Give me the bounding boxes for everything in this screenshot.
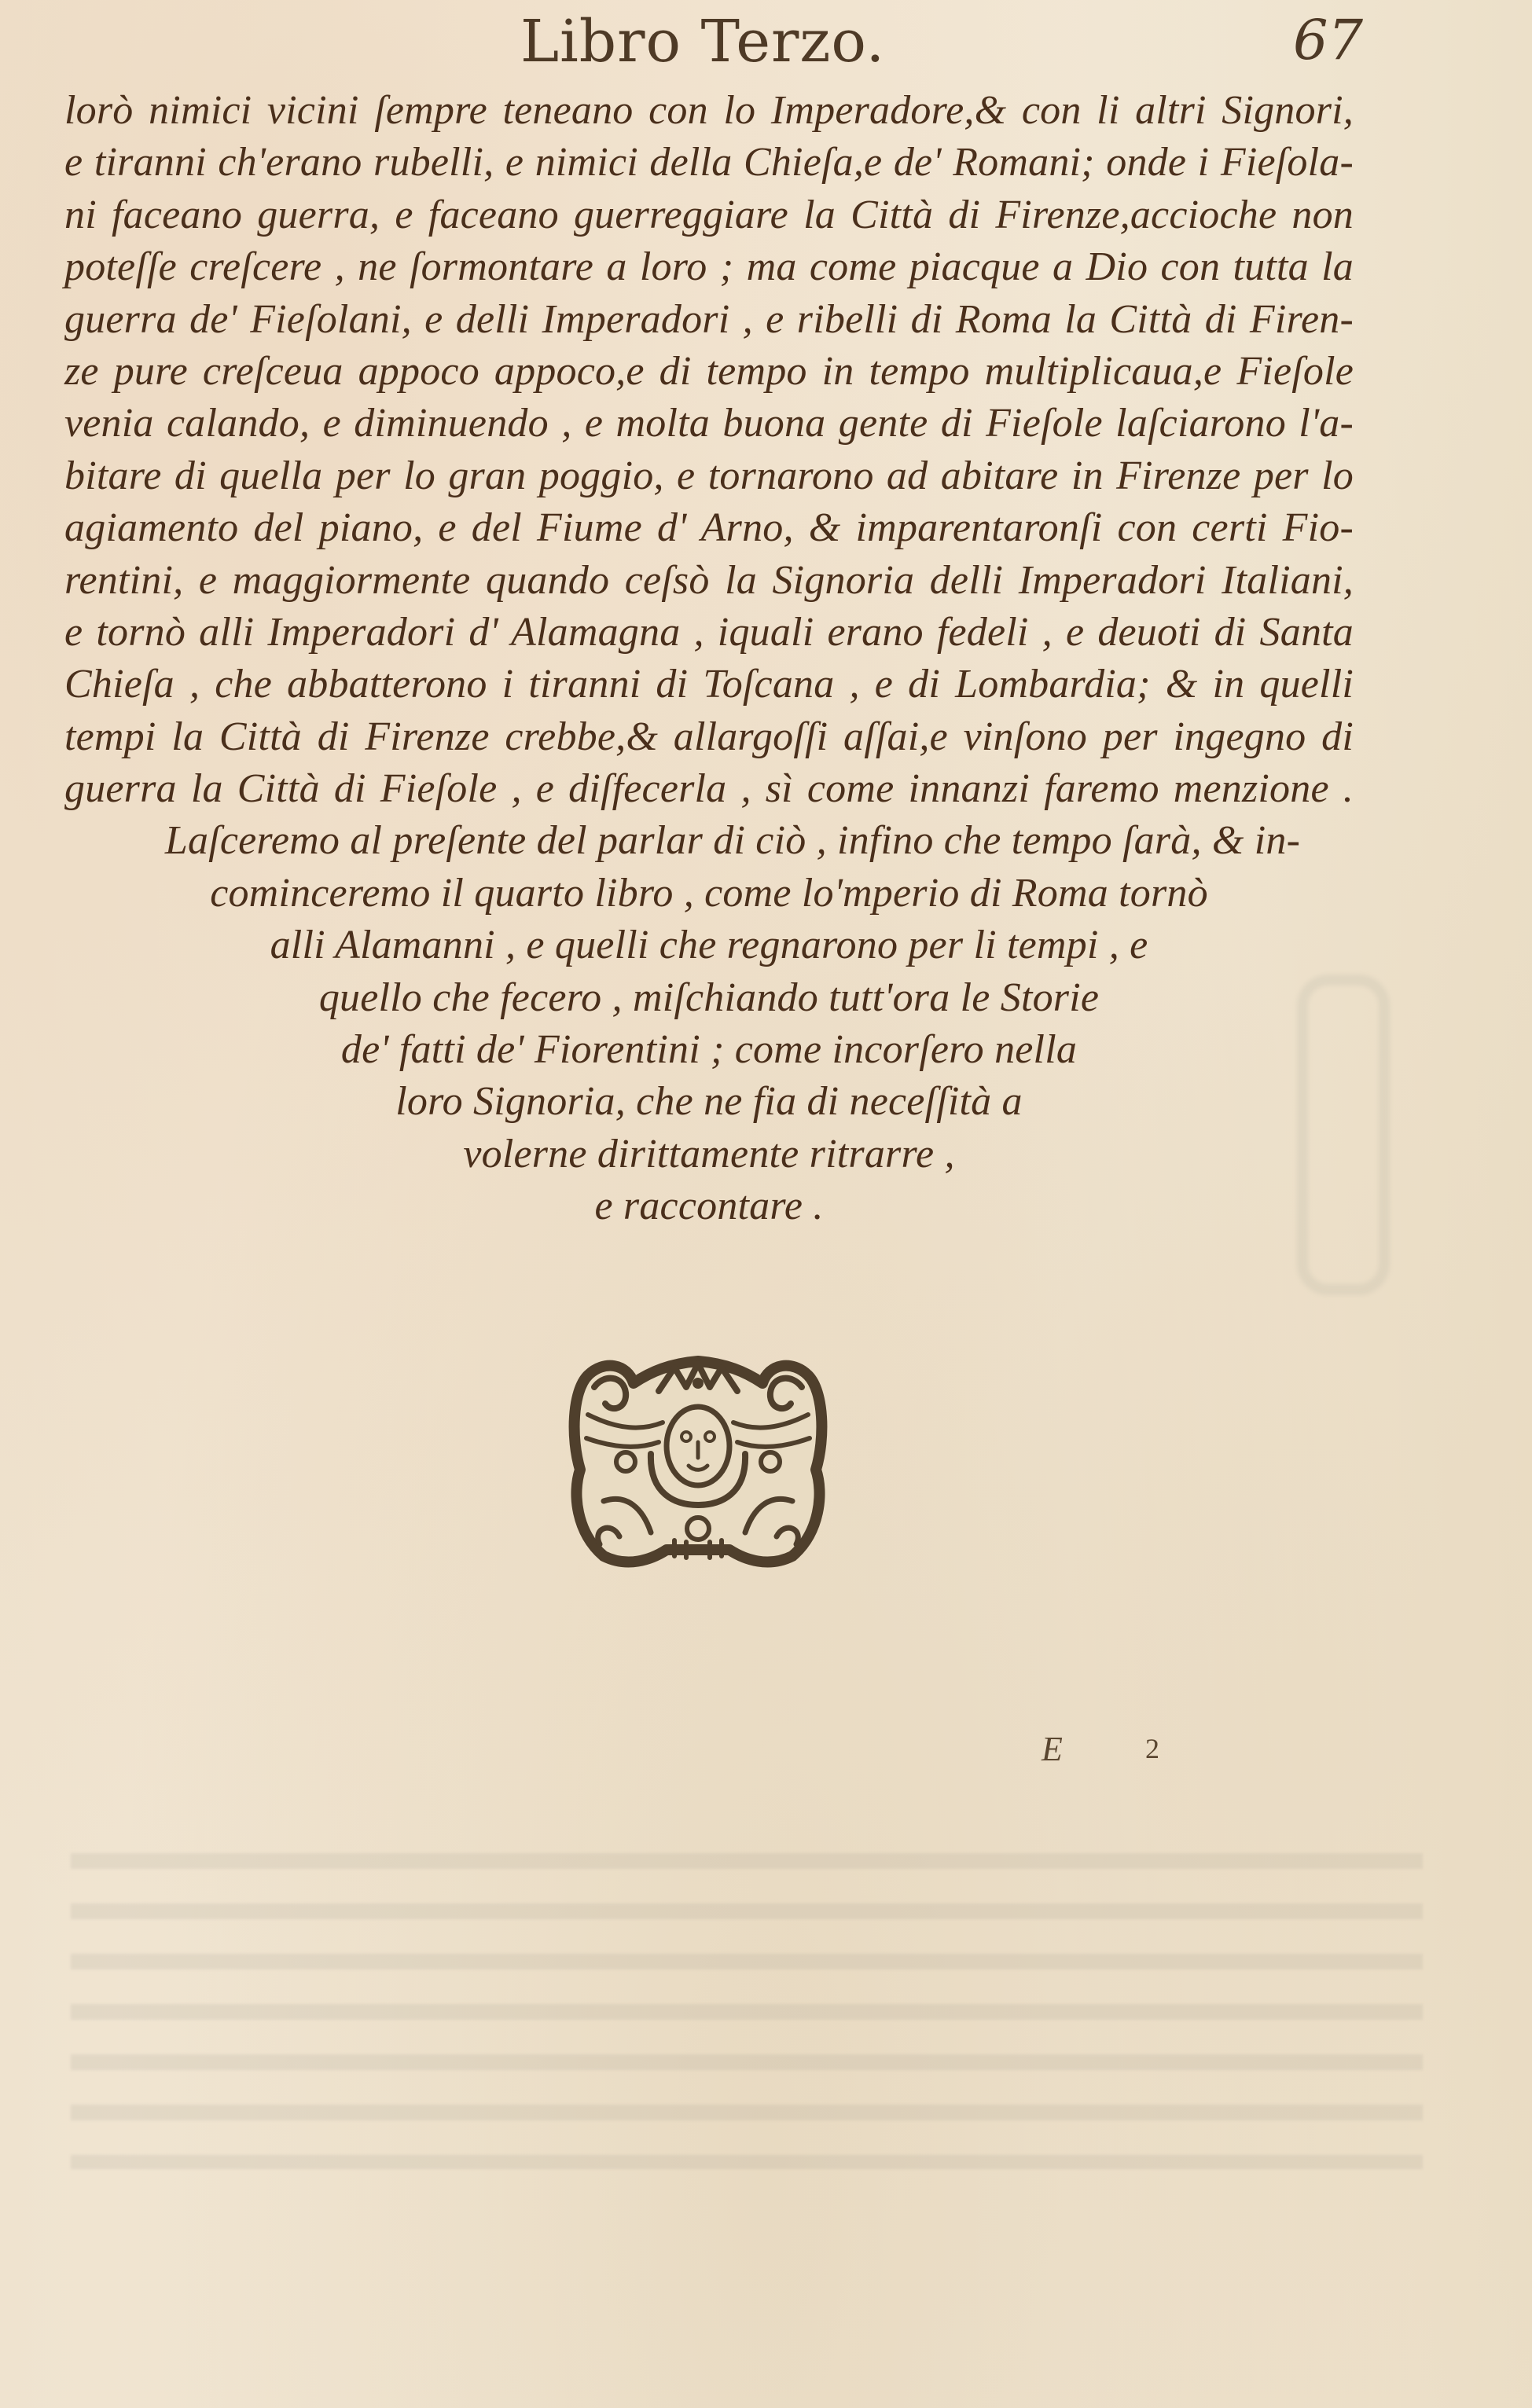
closing-line: alli Alamanni , e quelli che regnarono per li tempi , e	[270, 923, 1148, 968]
signature-letter: E	[1042, 1730, 1063, 1768]
text-line: guerra de' Fieſolani, e delli Imperadori , e ribelli di Roma la Città di Firen-	[64, 296, 1354, 342]
show-through-text	[71, 1823, 1423, 2169]
text-line: agiamento del piano, e del Fiume d' Arno, & imparentaronſi con certi Fio-	[64, 505, 1354, 551]
text-line: lorò nimici vicini ſempre teneano con lo Imperadore,& con li altri Signori,	[64, 88, 1354, 133]
body-text	[64, 85, 1369, 1233]
text-line: tempi la Città di Firenze crebbe,& allargoſſi aſſai,e vinſono per ingegno di	[64, 714, 1354, 759]
closing-line: e raccontare .	[594, 1184, 824, 1229]
text-line: guerra la Città di Fieſole , e diſfecerla , sì come innanzi faremo menzione .	[64, 766, 1354, 812]
text-line: rentini, e maggiormente quando ceſsò la Signoria delli Imperadori Italiani,	[64, 557, 1354, 603]
closing-line: de' fatti de' Fiorentini ; come incorſero nella	[340, 1027, 1078, 1073]
running-title: Libro Terzo.	[520, 8, 886, 75]
closing-line: loro Signoria, che ne fia di neceſſità a	[395, 1079, 1023, 1125]
page-number: 67	[1293, 8, 1364, 72]
text-line: e tiranni ch'erano rubelli, e nimici della Chieſa,e de' Romani; onde i Fieſola-	[64, 140, 1354, 185]
text-line: venia calando, e diminuendo , e molta buona gente di Fieſole laſciarono l'a-	[64, 401, 1354, 446]
signature-mark	[1042, 1729, 1199, 1776]
text-line: Chieſa , che abbatterono i tiranni di Toſcana , e di Lombardia; & in quelli	[64, 662, 1354, 707]
text-line: poteſſe creſcere , ne ſormontare a loro ; ma come piacque a Dio con tutta la	[64, 244, 1354, 290]
text-line: ze pure creſceua appoco appoco,e di tempo in tempo multiplicaua,e Fieſole	[64, 348, 1354, 394]
text-line: ni faceano guerra, e faceano guerreggiare la Città di Firenze,accioche non	[64, 192, 1354, 237]
closing-line: cominceremo il quarto libro , come lo'mperio di Roma tornò	[210, 870, 1208, 916]
text-line: bitare di quella per lo gran poggio, e tornarono ad abitare in Firenze per lo	[64, 453, 1354, 498]
closing-line: quello che fecero , miſchiando tutt'ora le Storie	[318, 975, 1100, 1020]
text-line: e tornò alli Imperadori d' Alamagna , iquali erano fedeli , e deuoti di Santa	[64, 609, 1354, 655]
grotesque-mask-tailpiece-icon	[557, 1344, 839, 1572]
page-header	[0, 2, 1532, 80]
closing-line: volerne dirittamente ritrarre ,	[463, 1131, 955, 1176]
closing-line: Laſceremo al preſente del parlar di ciò , infino che tempo ſarà, & in-	[164, 818, 1301, 864]
signature-number: 2	[1145, 1733, 1159, 1764]
